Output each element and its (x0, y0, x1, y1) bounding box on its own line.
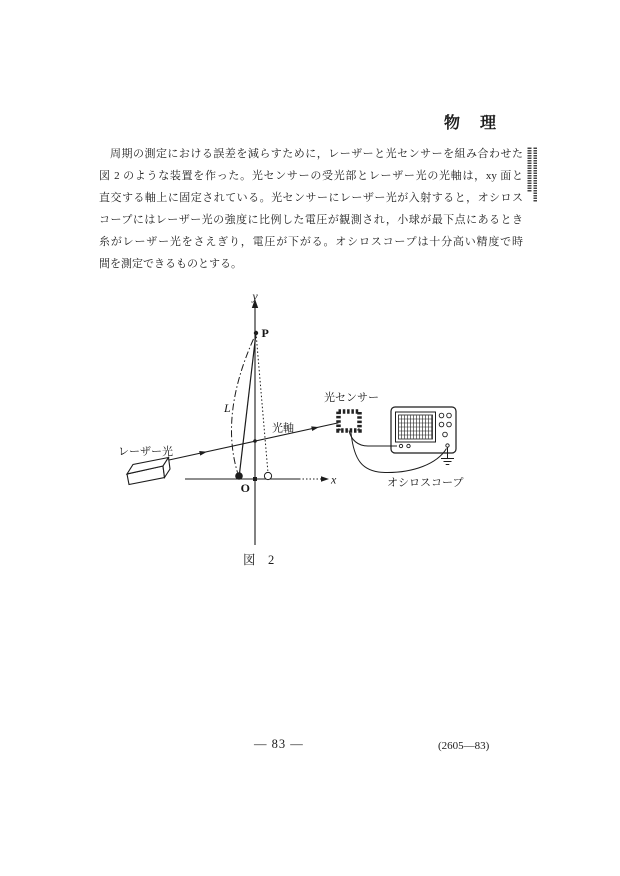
label-x-axis: x (331, 472, 337, 487)
beam-axis-crossing-dot (253, 439, 257, 443)
ball-displaced-position (264, 472, 271, 479)
margin-note-illegible: 〓〓〓〓〓〓〓〓〓〓〓〓〓〓〓〓〓〓〓〓 (526, 147, 537, 202)
ball-at-lowest-point (235, 472, 243, 480)
label-y-axis: y (252, 289, 258, 303)
body-text-line: コープにはレーザー光の強度に比例した電圧が観測され，小球が最下点にあるとき (99, 214, 523, 226)
body-text-line: 糸がレーザー光をさえぎり，電圧が下がる。オシロスコープは十分高い精度で時 (99, 236, 523, 248)
label-laser-light: レーザー光 (118, 446, 173, 458)
label-string-length: L (224, 401, 231, 415)
label-light-sensor: 光センサー (324, 392, 379, 404)
laser-device (127, 458, 170, 485)
body-text-line: 図 2 のような装置を作った。光センサーの受光部とレーザー光の光軸は，xy 面と (99, 170, 523, 182)
label-origin: O (240, 481, 250, 495)
body-text-line: 直交する軸上に固定されている。光センサーにレーザー光が入射すると，オシロス (99, 192, 523, 204)
light-sensor-box (339, 412, 360, 431)
figure-caption: 図 2 (243, 553, 275, 567)
page-number: — 83 — (254, 737, 304, 751)
x-axis-arrowhead (321, 476, 329, 482)
oscilloscope-device (349, 407, 456, 473)
coordinate-axes (185, 307, 322, 545)
sensor-to-scope-wire (349, 431, 397, 447)
page-title: 物 理 (444, 115, 499, 132)
pivot-dot (254, 331, 258, 335)
figure-2-diagram (110, 288, 470, 568)
booklet-code: (2605—83) (438, 740, 490, 752)
label-pivot-point: P (261, 326, 269, 340)
body-text-line: 周期の測定における誤差を減らすために，レーザーと光センサーを組み合わせた (110, 148, 523, 160)
laser-beam (169, 420, 350, 460)
label-oscilloscope: オシロスコープ (387, 477, 464, 489)
label-optical-axis: 光軸 (272, 422, 294, 435)
pendulum (231, 331, 271, 480)
body-text-line: 間を測定できるものとする。 (99, 258, 242, 270)
body-paragraph (99, 143, 523, 275)
origin-dot (253, 477, 257, 481)
